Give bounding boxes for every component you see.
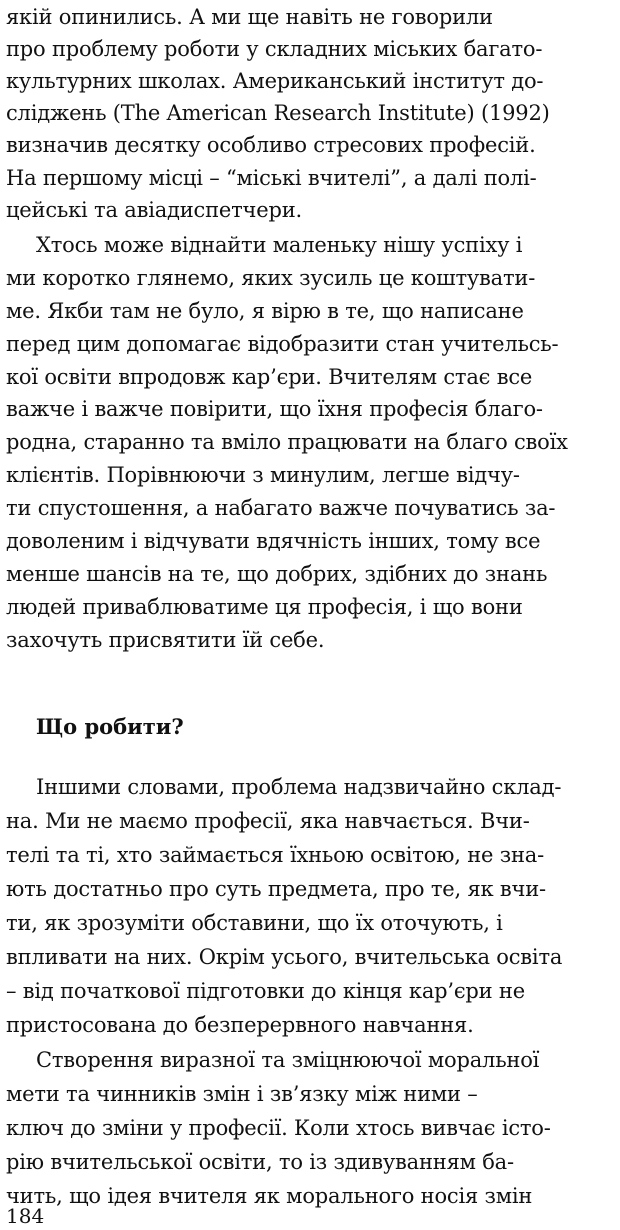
paragraph-1-line-3: культурних школах. Американський інститут до- <box>6 69 544 93</box>
section-heading: Що робити? <box>36 714 184 739</box>
paragraph-2-line-12: людей приваблюватиме ця професія, і що вони <box>6 595 523 619</box>
section-paragraph-1-line-7: – від початкової підготовки до кінця кар’єри не <box>6 979 525 1003</box>
section-paragraph-2-line-3: ключ до зміни у професії. Коли хтось вивчає істо- <box>6 1116 551 1140</box>
section-paragraph-1-line-8: пристосована до безперервного навчання. <box>6 1013 474 1037</box>
paragraph-2-line-6: важче і важче повірити, що їхня професія благо- <box>6 397 543 421</box>
section-paragraph-1-line-1: Іншими словами, проблема надзвичайно склад- <box>36 775 562 799</box>
section-paragraph-1-line-6: впливати на них. Окрім усього, вчительська освіта <box>6 945 563 969</box>
section-paragraph-2-line-2: мети та чинників змін і зв’язку між ними – <box>6 1082 478 1106</box>
section-paragraph-2-line-1: Створення виразної та зміцнюючої моральної <box>36 1048 540 1072</box>
paragraph-2-line-11: менше шансів на те, що добрих, здібних до знань <box>6 562 548 586</box>
paragraph-2-line-1: Хтось може віднайти маленьку нішу успіху і <box>36 233 523 257</box>
paragraph-2-line-4: перед цим допомагає відобразити стан учительсь- <box>6 332 559 356</box>
paragraph-1-line-6: На першому місці – “міські вчителі”, а далі полі- <box>6 166 537 190</box>
paragraph-2-line-9: ти спустошення, а набагато важче почуватись за- <box>6 496 556 520</box>
section-paragraph-1-line-5: ти, як зрозуміти обставини, що їх оточують, і <box>6 911 503 935</box>
paragraph-1-line-7: цейські та авіадиспетчери. <box>6 198 302 222</box>
section-paragraph-1-line-3: телі та ті, хто займається їхньою освітою, не зна- <box>6 843 544 867</box>
paragraph-2-line-2: ми коротко глянемо, яких зусиль це коштувати- <box>6 266 536 290</box>
section-paragraph-2-line-5: чить, що ідея вчителя як морального носія змін <box>6 1184 533 1208</box>
paragraph-2-line-3: ме. Якби там не було, я вірю в те, що написане <box>6 299 524 323</box>
section-paragraph-2-line-4: рію вчительської освіти, то із здивуванням ба- <box>6 1150 514 1174</box>
section-paragraph-1-line-2: на. Ми не маємо професії, яка навчається. Вчи- <box>6 809 530 833</box>
paragraph-1-line-1: якій опинились. А ми ще навіть не говорили <box>6 5 493 29</box>
paragraph-2-line-5: кої освіти впродовж кар’єри. Вчителям стає все <box>6 365 533 389</box>
paragraph-1-line-2: про проблему роботи у складних міських багато- <box>6 37 543 61</box>
page-number: 184 <box>6 1204 45 1228</box>
paragraph-2-line-10: доволеним і відчувати вдячність інших, тому все <box>6 529 541 553</box>
paragraph-1-line-4: сліджень (The American Research Institute) (1992) <box>6 101 550 125</box>
paragraph-2-line-13: захочуть присвятити їй себе. <box>6 628 325 652</box>
paragraph-2-line-8: клієнтів. Порівнюючи з минулим, легше відчу- <box>6 463 520 487</box>
section-paragraph-1-line-4: ють достатньо про суть предмета, про те, як вчи- <box>6 877 546 901</box>
paragraph-1-line-5: визначив десятку особливо стресових професій. <box>6 133 536 157</box>
paragraph-2-line-7: родна, старанно та вміло працювати на благо своїх <box>6 430 568 454</box>
